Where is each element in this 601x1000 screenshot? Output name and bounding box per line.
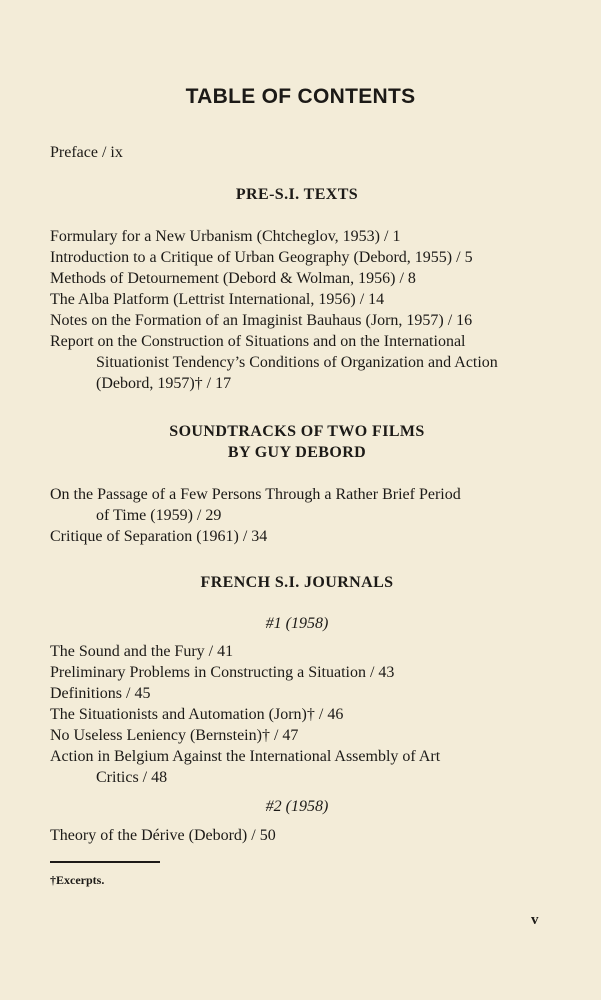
toc-entry-continuation: (Debord, 1957)† / 17 bbox=[96, 375, 232, 392]
issue-label: #1 (1958) bbox=[265, 615, 329, 632]
toc-entry: Formulary for a New Urbanism (Chtcheglov, 1953) / 1 bbox=[50, 228, 401, 245]
toc-entry: Theory of the Dérive (Debord) / 50 bbox=[50, 827, 276, 844]
toc-entry: The Sound and the Fury / 41 bbox=[50, 643, 234, 660]
toc-entry-belgium bbox=[50, 746, 570, 788]
toc-entry-continuation: Critics / 48 bbox=[96, 769, 168, 786]
toc-entry-line: Report on the Construction of Situations and on the International bbox=[50, 333, 466, 350]
toc-entry-continuation: of Time (1959) / 29 bbox=[96, 507, 222, 524]
issue-label: #2 (1958) bbox=[265, 798, 329, 815]
toc-entry: Methods of Detournement (Debord & Wolman, 1956) / 8 bbox=[50, 270, 416, 287]
toc-entry: Preliminary Problems in Constructing a Situation / 43 bbox=[50, 664, 395, 681]
toc-entry: Introduction to a Critique of Urban Geography (Debord, 1955) / 5 bbox=[50, 249, 473, 266]
toc-entry-report bbox=[50, 331, 570, 394]
toc-entry-passage bbox=[50, 484, 570, 526]
section-heading-line: SOUNDTRACKS OF TWO FILMS bbox=[169, 423, 425, 440]
section-heading-line: BY GUY DEBORD bbox=[227, 444, 367, 461]
toc-entry-continuation: Situationist Tendency’s Conditions of Organization and Action bbox=[96, 354, 498, 371]
toc-entry: Critique of Separation (1961) / 34 bbox=[50, 528, 268, 545]
toc-entry: The Alba Platform (Lettrist International, 1956) / 14 bbox=[50, 291, 385, 308]
page-number: v bbox=[531, 912, 539, 928]
section-heading-pre-si: PRE-S.I. TEXTS bbox=[235, 186, 359, 203]
toc-entry: Definitions / 45 bbox=[50, 685, 151, 702]
toc-entry: No Useless Leniency (Bernstein)† / 47 bbox=[50, 727, 299, 744]
toc-entry-line: On the Passage of a Few Persons Through a Rather Brief Period bbox=[50, 486, 461, 503]
toc-entry-line: Action in Belgium Against the International Assembly of Art bbox=[50, 748, 441, 765]
toc-entry: The Situationists and Automation (Jorn)† / 46 bbox=[50, 706, 344, 723]
page-title: TABLE OF CONTENTS bbox=[185, 85, 416, 108]
toc-entry-preface: Preface / ix bbox=[50, 144, 123, 161]
section-heading-films bbox=[0, 421, 594, 463]
toc-entry: Notes on the Formation of an Imaginist Bauhaus (Jorn, 1957) / 16 bbox=[50, 312, 473, 329]
footnote-rule bbox=[50, 861, 160, 863]
section-heading-journals: FRENCH S.I. JOURNALS bbox=[200, 574, 394, 591]
footnote: †Excerpts. bbox=[50, 873, 105, 887]
